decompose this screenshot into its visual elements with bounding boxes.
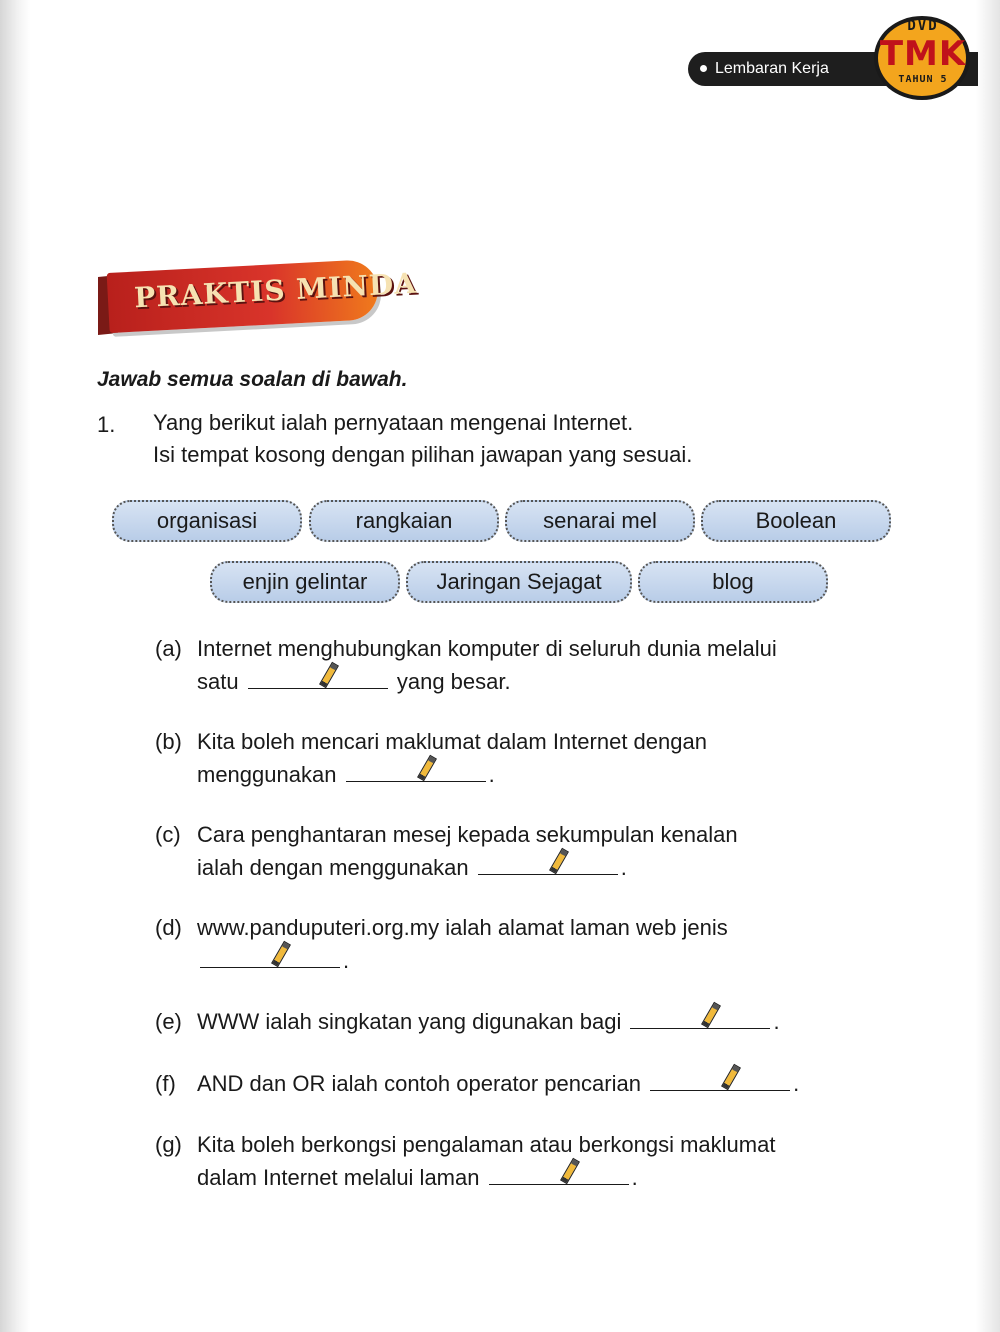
item-text: satu	[197, 669, 239, 694]
item-label: (g)	[155, 1132, 182, 1157]
option-chip-jaringan-sejagat[interactable]: Jaringan Sejagat	[406, 561, 632, 603]
page-edge-shadow	[0, 0, 30, 1332]
item-e	[155, 1008, 780, 1035]
item-text: Cara penghantaran mesej kepada sekumpulan kenalan	[197, 822, 738, 847]
item-f	[155, 1070, 799, 1097]
item-text: menggunakan	[197, 762, 337, 787]
option-chip-boolean[interactable]: Boolean	[701, 500, 891, 542]
item-text: .	[488, 762, 495, 787]
pencil-icon	[319, 662, 339, 689]
logo-top-text: DVD	[907, 18, 939, 34]
option-chip-organisasi[interactable]: organisasi	[112, 500, 302, 542]
item-g	[155, 1132, 775, 1158]
item-text: Kita boleh berkongsi pengalaman atau berkongsi maklumat	[197, 1132, 776, 1157]
logo-main-text: TMK	[879, 34, 967, 74]
answer-blank-f[interactable]	[650, 1070, 790, 1091]
item-text: yang besar.	[396, 669, 511, 694]
answer-blank-g[interactable]	[489, 1164, 629, 1185]
item-b	[155, 729, 707, 755]
item-text: .	[343, 948, 350, 973]
option-chip-rangkaian[interactable]: rangkaian	[309, 500, 499, 542]
item-label: (d)	[155, 915, 182, 940]
answer-blank-d[interactable]	[200, 947, 340, 968]
question-line-2: Isi tempat kosong dengan pilihan jawapan yang sesuai.	[153, 442, 693, 467]
item-b-line2	[197, 761, 495, 788]
bullet-icon	[700, 65, 707, 72]
banner-title: PRAKTIS MINDA	[133, 266, 418, 315]
answer-blank-a[interactable]	[248, 668, 388, 689]
option-chip-senarai-mel[interactable]: senarai mel	[505, 500, 695, 542]
item-a	[155, 636, 777, 662]
pencil-icon	[560, 1158, 580, 1185]
item-label: (b)	[155, 729, 182, 754]
item-text: .	[793, 1071, 800, 1096]
item-d-line2	[197, 947, 349, 974]
item-text: .	[620, 855, 627, 880]
worksheet-label	[700, 60, 829, 78]
answer-blank-e[interactable]	[630, 1008, 770, 1029]
item-d	[155, 915, 728, 941]
instruction-text: Jawab semua soalan di bawah.	[97, 368, 408, 391]
item-a-line2	[197, 668, 511, 695]
item-label: (c)	[155, 822, 181, 847]
item-text: ialah dengan menggunakan	[197, 855, 469, 880]
option-chip-enjin-gelintar[interactable]: enjin gelintar	[210, 561, 400, 603]
answer-blank-c[interactable]	[478, 854, 618, 875]
answer-blank-b[interactable]	[346, 761, 486, 782]
item-text: dalam Internet melalui laman	[197, 1165, 480, 1190]
item-label: (e)	[155, 1009, 182, 1034]
item-text: .	[773, 1009, 780, 1034]
item-c-line2	[197, 854, 627, 881]
pencil-icon	[417, 755, 437, 782]
item-text: Kita boleh mencari maklumat dalam Internet dengan	[197, 729, 707, 754]
item-text: Internet menghubungkan komputer di seluruh dunia melalui	[197, 636, 777, 661]
item-text: www.panduputeri.org.my ialah alamat laman web jenis	[197, 915, 728, 940]
pencil-icon	[702, 1002, 722, 1029]
question-line-1: Yang berikut ialah pernyataan mengenai Internet.	[153, 410, 634, 435]
pencil-icon	[721, 1064, 741, 1091]
item-g-line2	[197, 1164, 638, 1191]
option-chip-blog[interactable]: blog	[638, 561, 828, 603]
logo-bottom-text: TAHUN 5	[898, 74, 948, 85]
item-text: WWW ialah singkatan yang digunakan bagi	[197, 1009, 622, 1034]
pencil-icon	[549, 848, 569, 875]
item-c	[155, 822, 738, 848]
pencil-icon	[271, 941, 291, 968]
worksheet-label-text: Lembaran Kerja	[715, 60, 829, 77]
item-text: AND dan OR ialah contoh operator pencarian	[197, 1071, 641, 1096]
item-label: (a)	[155, 636, 182, 661]
page-edge-shadow-right	[976, 0, 1000, 1332]
item-text: .	[631, 1165, 638, 1190]
question-number: 1.	[97, 412, 116, 437]
section-banner	[98, 262, 418, 336]
item-label: (f)	[155, 1071, 176, 1096]
tmk-logo	[868, 10, 978, 90]
